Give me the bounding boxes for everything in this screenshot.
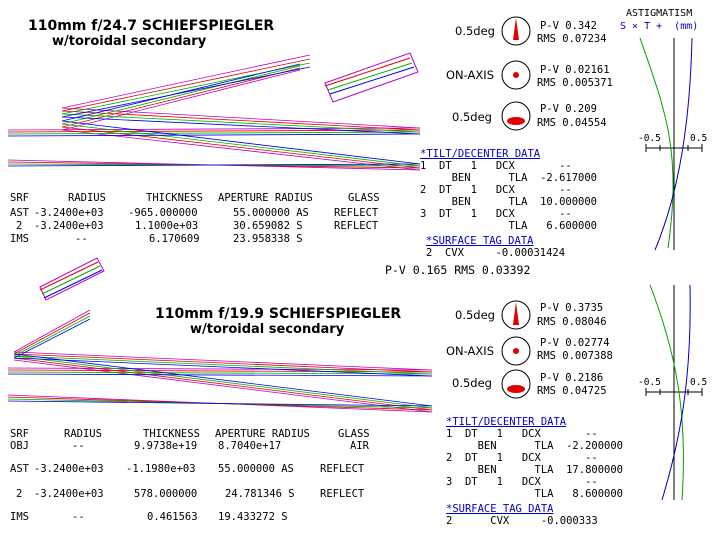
bottom-tilt-title: *TILT/DECENTER DATA xyxy=(446,416,567,428)
bottom-row2-radius: -3.2400e+03 xyxy=(34,463,104,475)
ray-secondary xyxy=(62,55,310,108)
bottom-spot2-pv: P-V 0.02774 xyxy=(540,337,610,349)
top-table-header-thickness: THICKNESS xyxy=(146,192,203,204)
top-spot2-field: ON-AXIS xyxy=(446,68,494,82)
bottom-row2-glass: REFLECT xyxy=(320,463,365,475)
bottom-tilt-line-3: 2 DT 1 DCX -- xyxy=(446,452,598,464)
top-table-header-srf: SRF xyxy=(10,192,29,204)
top-row2-thickness: 1.1000e+03 xyxy=(135,220,199,232)
bottom-table-header-thickness: THICKNESS xyxy=(143,428,200,440)
top-row3-radius: -- xyxy=(75,233,88,245)
top-surface-tag-line: 2 CVX -0.00031424 xyxy=(426,247,566,259)
top-row2-glass: REFLECT xyxy=(334,220,379,232)
top-tilt-title: *TILT/DECENTER DATA xyxy=(420,148,541,160)
bottom-image-inset xyxy=(40,258,104,300)
top-image-inset xyxy=(325,53,418,102)
bottom-row3-srf: 2 xyxy=(16,488,23,500)
bottom-tilt-line-6: TLA 8.600000 xyxy=(446,488,624,500)
top-spot1-field: 0.5deg xyxy=(455,24,495,38)
bottom-subtitle: w/toroidal secondary xyxy=(190,322,345,337)
top-tilt-line-2: BEN TLA -2.617000 xyxy=(420,172,598,184)
bottom-table-header-glass: GLASS xyxy=(338,428,370,440)
top-row1-srf: AST xyxy=(10,207,29,219)
top-table-header-glass: GLASS xyxy=(348,192,380,204)
top-table-header-aperture: APERTURE RADIUS xyxy=(218,192,313,204)
top-astig-right-tick: 0.5 xyxy=(690,133,708,144)
ray-secondary xyxy=(14,316,90,356)
top-spot-marks xyxy=(507,18,525,125)
bottom-title: 110mm f/19.9 SCHIEFSPIEGLER xyxy=(155,306,402,322)
top-ray-trace xyxy=(8,55,420,170)
top-tilt-line-5: 3 DT 1 DCX -- xyxy=(420,208,572,220)
bottom-row2-aperture: 55.000000 AS xyxy=(218,463,294,475)
bottom-tilt-line-1: 1 DT 1 DCX -- xyxy=(446,428,598,440)
top-title: 110mm f/24.7 SCHIEFSPIEGLER xyxy=(28,18,275,34)
top-row1-glass: REFLECT xyxy=(334,207,379,219)
ray-primary xyxy=(14,360,432,412)
bottom-surface-tag-title: *SURFACE TAG DATA xyxy=(446,503,554,515)
top-tilt-line-1: 1 DT 1 DCX -- xyxy=(420,160,572,172)
top-spot3-pv: P-V 0.209 xyxy=(540,103,597,115)
top-spot2-rms: RMS 0.005371 xyxy=(537,77,613,89)
bottom-astig-left-tick: -0.5 xyxy=(638,377,661,388)
bottom-row1-srf: OBJ xyxy=(10,440,29,452)
bottom-spot2-field: ON-AXIS xyxy=(446,344,494,358)
ray-secondary xyxy=(62,59,310,111)
bottom-row1-glass: AIR xyxy=(350,440,369,452)
top-spot3-rms: RMS 0.04554 xyxy=(537,117,607,129)
bottom-row2-thickness: -1.1980e+03 xyxy=(126,463,196,475)
bottom-row4-aperture: 19.433272 S xyxy=(218,511,288,523)
top-subtitle: w/toroidal secondary xyxy=(52,34,207,49)
top-row3-srf: IMS xyxy=(10,233,29,245)
ray-secondary xyxy=(14,313,90,354)
ray-secondary xyxy=(62,68,300,127)
ray-primary xyxy=(14,354,432,406)
top-astig-legend: S × T + (mm) xyxy=(620,21,699,32)
bottom-surface-tag-line: 2 CVX -0.000333 xyxy=(446,515,598,527)
bottom-spot3-rms: RMS 0.04725 xyxy=(537,385,607,397)
top-spot2-pv: P-V 0.02161 xyxy=(540,64,610,76)
bottom-row3-glass: REFLECT xyxy=(320,488,365,500)
top-row3-aperture: 23.958338 S xyxy=(233,233,303,245)
top-row1-aperture: 55.000000 AS xyxy=(233,207,309,219)
top-astig-title: ASTIGMATISM xyxy=(626,8,693,19)
bottom-table-header-radius: RADIUS xyxy=(64,428,102,440)
top-tilt-line-3: 2 DT 1 DCX -- xyxy=(420,184,572,196)
ray-in xyxy=(8,374,432,376)
ray-secondary xyxy=(62,67,310,117)
bottom-tilt-line-5: 3 DT 1 DCX -- xyxy=(446,476,598,488)
bottom-row1-radius: -- xyxy=(72,440,85,452)
top-summary: P-V 0.165 RMS 0.03392 xyxy=(385,263,531,277)
top-tilt-line-4: BEN TLA 10.000000 xyxy=(420,196,598,208)
ray-secondary xyxy=(62,64,300,121)
bottom-row3-radius: -3.2400e+03 xyxy=(34,488,104,500)
bottom-spot1-field: 0.5deg xyxy=(455,308,495,322)
bottom-row2-srf: AST xyxy=(10,463,29,475)
top-surface-tag-title: *SURFACE TAG DATA xyxy=(426,235,534,247)
bottom-row3-aperture: 24.781346 S xyxy=(225,488,295,500)
top-table-header-radius: RADIUS xyxy=(68,192,106,204)
bottom-astig-right-tick: 0.5 xyxy=(690,377,708,388)
bottom-row4-radius: -- xyxy=(72,511,85,523)
bottom-table-header-srf: SRF xyxy=(10,428,29,440)
bottom-astigmatism-plot xyxy=(646,285,702,500)
ray-in xyxy=(8,132,420,134)
bottom-spot1-pv: P-V 0.3735 xyxy=(540,302,604,314)
top-tilt-line-6: TLA 6.600000 xyxy=(420,220,598,232)
ray-secondary xyxy=(62,66,300,124)
top-spot1-rms: RMS 0.07234 xyxy=(537,33,607,45)
bottom-table-header-aperture: APERTURE RADIUS xyxy=(215,428,310,440)
bottom-row4-thickness: 0.461563 xyxy=(147,511,198,523)
bottom-spot2-rms: RMS 0.007388 xyxy=(537,350,613,362)
top-row1-radius: -3.2400e+03 xyxy=(34,207,104,219)
bottom-tilt-line-4: BEN TLA 17.800000 xyxy=(446,464,624,476)
bottom-spot1-rms: RMS 0.08046 xyxy=(537,316,607,328)
top-row1-thickness: -965.000000 xyxy=(128,207,198,219)
top-row2-radius: -3.2400e+03 xyxy=(34,220,104,232)
bottom-spot3-pv: P-V 0.2186 xyxy=(540,372,604,384)
top-spot1-pv: P-V 0.342 xyxy=(540,20,597,32)
bottom-spot-marks xyxy=(507,302,525,393)
ray-in xyxy=(8,134,420,136)
bottom-row4-srf: IMS xyxy=(10,511,29,523)
top-row3-thickness: 6.170609 xyxy=(149,233,200,245)
ray-secondary xyxy=(14,319,90,358)
ray-secondary xyxy=(14,310,90,352)
bottom-row1-thickness: 9.9738e+19 xyxy=(134,440,198,452)
bottom-row3-thickness: 578.000000 xyxy=(134,488,198,500)
bottom-row1-aperture: 8.7040e+17 xyxy=(218,440,282,452)
bottom-tilt-line-2: BEN TLA -2.200000 xyxy=(446,440,624,452)
top-row2-aperture: 30.659082 S xyxy=(233,220,303,232)
top-spot3-field: 0.5deg xyxy=(452,110,492,124)
top-astig-left-tick: -0.5 xyxy=(638,133,661,144)
bottom-spot3-field: 0.5deg xyxy=(452,376,492,390)
top-row2-srf: 2 xyxy=(16,220,23,232)
